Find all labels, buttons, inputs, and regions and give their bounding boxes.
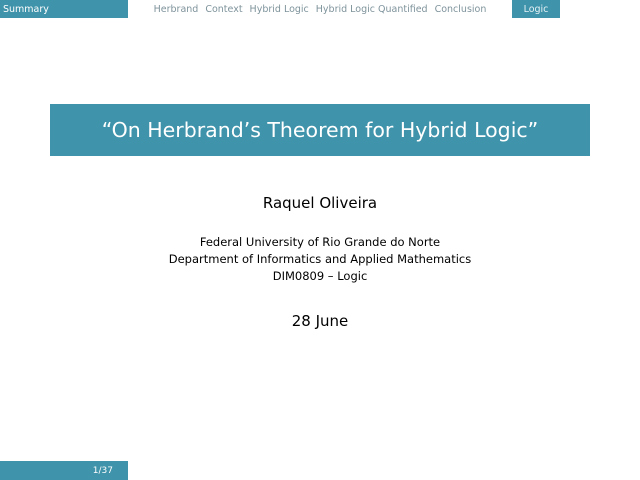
- nav-herbrand-link[interactable]: Herbrand: [153, 3, 199, 15]
- nav-sections: [128, 0, 512, 18]
- author-name: Raquel Oliveira: [262, 194, 378, 212]
- nav-conclusion-link[interactable]: Conclusion: [434, 3, 487, 15]
- presentation-title: “On Herbrand’s Theorem for Hybrid Logic”: [101, 118, 539, 142]
- presentation-date: 28 June: [291, 312, 349, 330]
- footer-bar: [0, 461, 128, 480]
- nav-right-section: [512, 0, 640, 18]
- nav-hybrid-logic-quantified-link[interactable]: Hybrid Logic Quantified: [315, 3, 428, 15]
- nav-logic-link[interactable]: Logic: [523, 3, 549, 15]
- institute-department: Department of Informatics and Applied Mathematics: [168, 252, 472, 266]
- nav-left-section: [0, 0, 128, 18]
- title-banner: [50, 104, 590, 156]
- nav-hybrid-logic-link[interactable]: Hybrid Logic: [249, 3, 309, 15]
- navigation-bar: [0, 0, 640, 18]
- institute-course: DIM0809 – Logic: [272, 269, 368, 283]
- nav-summary-link[interactable]: Summary: [3, 3, 49, 15]
- page-number: 1/37: [92, 465, 113, 476]
- nav-context-link[interactable]: Context: [205, 3, 243, 15]
- institute-university: Federal University of Rio Grande do Norte: [199, 235, 441, 249]
- nav-logic-tab[interactable]: [512, 0, 560, 18]
